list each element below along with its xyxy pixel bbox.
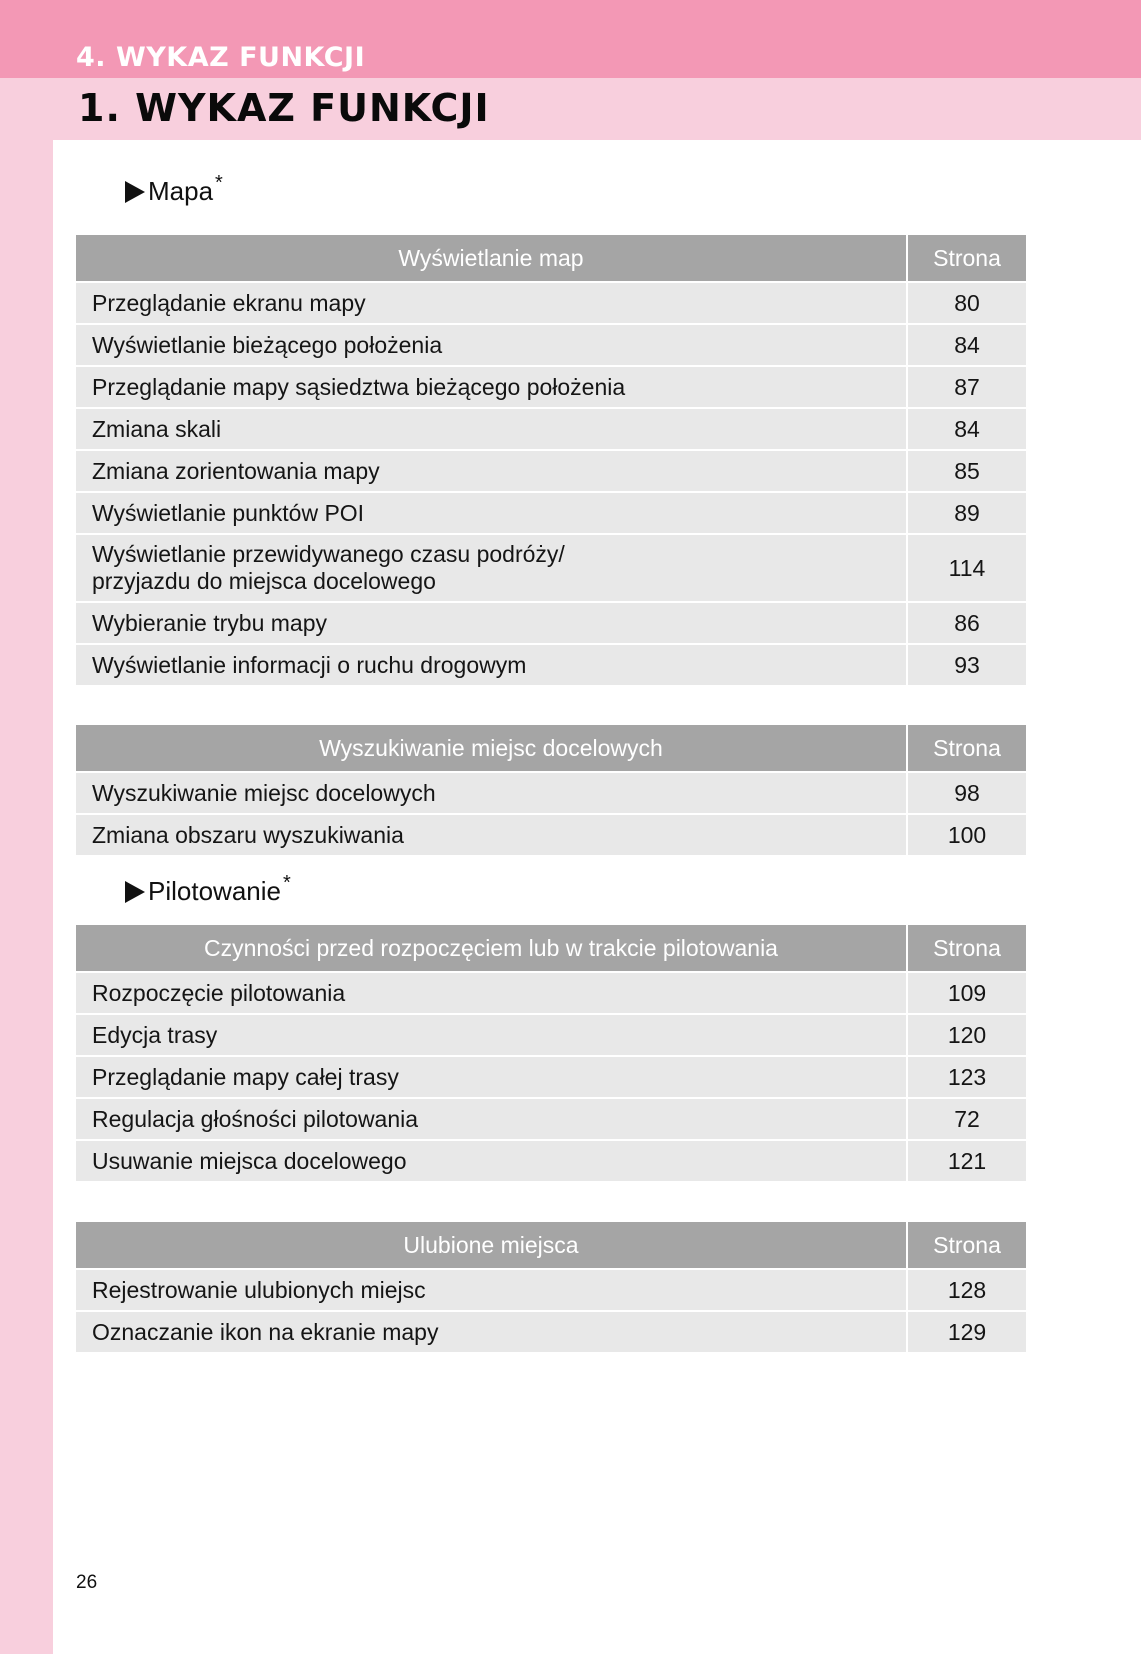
function-label: Wyszukiwanie miejsc docelowych xyxy=(76,772,907,814)
function-label: Edycja trasy xyxy=(76,1014,907,1056)
table-row[interactable] xyxy=(76,972,1026,1014)
page-ref[interactable]: 72 xyxy=(907,1098,1026,1140)
table-row[interactable] xyxy=(76,1311,1026,1352)
function-label: Wybieranie trybu mapy xyxy=(76,602,907,644)
asterisk-marker: * xyxy=(215,172,223,194)
column-header-page: Strona xyxy=(907,725,1026,772)
table-header-row xyxy=(76,925,1026,972)
column-header-page: Strona xyxy=(907,1222,1026,1269)
page-ref[interactable]: 84 xyxy=(907,408,1026,450)
page-ref[interactable]: 85 xyxy=(907,450,1026,492)
table-row[interactable] xyxy=(76,1140,1026,1181)
function-label: Przeglądanie mapy całej trasy xyxy=(76,1056,907,1098)
column-header-page: Strona xyxy=(907,925,1026,972)
table-row[interactable] xyxy=(76,534,1026,602)
table-header-row xyxy=(76,725,1026,772)
section-title-band xyxy=(0,78,1141,140)
column-header-function: Ulubione miejsca xyxy=(76,1222,907,1269)
table-row[interactable] xyxy=(76,324,1026,366)
page-ref[interactable]: 120 xyxy=(907,1014,1026,1056)
function-label: Regulacja głośności pilotowania xyxy=(76,1098,907,1140)
table-guidance-operations xyxy=(76,925,1026,1181)
function-label: Zmiana skali xyxy=(76,408,907,450)
column-header-function: Wyświetlanie map xyxy=(76,235,907,282)
table-map-display xyxy=(76,235,1026,685)
column-header-function: Wyszukiwanie miejsc docelowych xyxy=(76,725,907,772)
table-row[interactable] xyxy=(76,1056,1026,1098)
table-row[interactable] xyxy=(76,644,1026,685)
function-label: Rozpoczęcie pilotowania xyxy=(76,972,907,1014)
table-row[interactable] xyxy=(76,282,1026,324)
subheading-mapa xyxy=(125,172,223,207)
page-ref[interactable]: 87 xyxy=(907,366,1026,408)
table-row[interactable] xyxy=(76,1014,1026,1056)
page-ref[interactable]: 86 xyxy=(907,602,1026,644)
asterisk-marker: * xyxy=(282,872,291,894)
page-ref[interactable]: 100 xyxy=(907,814,1026,855)
column-header-function: Czynności przed rozpoczęciem lub w trakcie pilotowania xyxy=(76,925,907,972)
function-label: Wyświetlanie bieżącego położenia xyxy=(76,324,907,366)
page-ref[interactable]: 98 xyxy=(907,772,1026,814)
function-label xyxy=(76,534,907,602)
table-row[interactable] xyxy=(76,408,1026,450)
function-label: Zmiana zorientowania mapy xyxy=(76,450,907,492)
page-ref[interactable]: 93 xyxy=(907,644,1026,685)
table-destination-search xyxy=(76,725,1026,855)
page-ref[interactable]: 84 xyxy=(907,324,1026,366)
function-label: Wyświetlanie informacji o ruchu drogowym xyxy=(76,644,907,685)
column-header-page: Strona xyxy=(907,235,1026,282)
function-label-line-1: Wyświetlanie przewidywanego czasu podróży/ xyxy=(92,541,565,567)
triangle-bullet-icon xyxy=(125,181,145,203)
table-row[interactable] xyxy=(76,366,1026,408)
function-label: Usuwanie miejsca docelowego xyxy=(76,1140,907,1181)
page-ref[interactable]: 114 xyxy=(907,534,1026,602)
page-ref[interactable]: 129 xyxy=(907,1311,1026,1352)
function-label-line-2: przyjazdu do miejsca docelowego xyxy=(92,568,436,594)
table-row[interactable] xyxy=(76,814,1026,855)
function-label: Przeglądanie ekranu mapy xyxy=(76,282,907,324)
subheading-label: Pilotowanie xyxy=(148,876,281,906)
subheading-label: Mapa xyxy=(148,176,214,206)
function-label: Oznaczanie ikon na ekranie mapy xyxy=(76,1311,907,1352)
triangle-bullet-icon xyxy=(125,881,145,903)
page-ref[interactable]: 128 xyxy=(907,1269,1026,1311)
function-label: Rejestrowanie ulubionych miejsc xyxy=(76,1269,907,1311)
section-title: 1. WYKAZ FUNKCJI xyxy=(78,86,490,130)
table-row[interactable] xyxy=(76,492,1026,534)
chapter-title: 4. WYKAZ FUNKCJI xyxy=(76,42,366,73)
subheading-pilotowanie xyxy=(125,872,291,907)
page-ref[interactable]: 123 xyxy=(907,1056,1026,1098)
page-ref[interactable]: 109 xyxy=(907,972,1026,1014)
table-header-row xyxy=(76,235,1026,282)
table-row[interactable] xyxy=(76,450,1026,492)
table-row[interactable] xyxy=(76,1098,1026,1140)
page-number: 26 xyxy=(76,1572,98,1593)
function-label: Zmiana obszaru wyszukiwania xyxy=(76,814,907,855)
table-header-row xyxy=(76,1222,1026,1269)
function-label: Przeglądanie mapy sąsiedztwa bieżącego położenia xyxy=(76,366,907,408)
left-margin-strip xyxy=(0,140,53,1654)
chapter-bar xyxy=(0,0,1141,78)
page-ref[interactable]: 89 xyxy=(907,492,1026,534)
page-ref[interactable]: 121 xyxy=(907,1140,1026,1181)
table-row[interactable] xyxy=(76,772,1026,814)
function-label: Wyświetlanie punktów POI xyxy=(76,492,907,534)
table-favorite-places xyxy=(76,1222,1026,1352)
table-row[interactable] xyxy=(76,602,1026,644)
table-row[interactable] xyxy=(76,1269,1026,1311)
page-ref[interactable]: 80 xyxy=(907,282,1026,324)
